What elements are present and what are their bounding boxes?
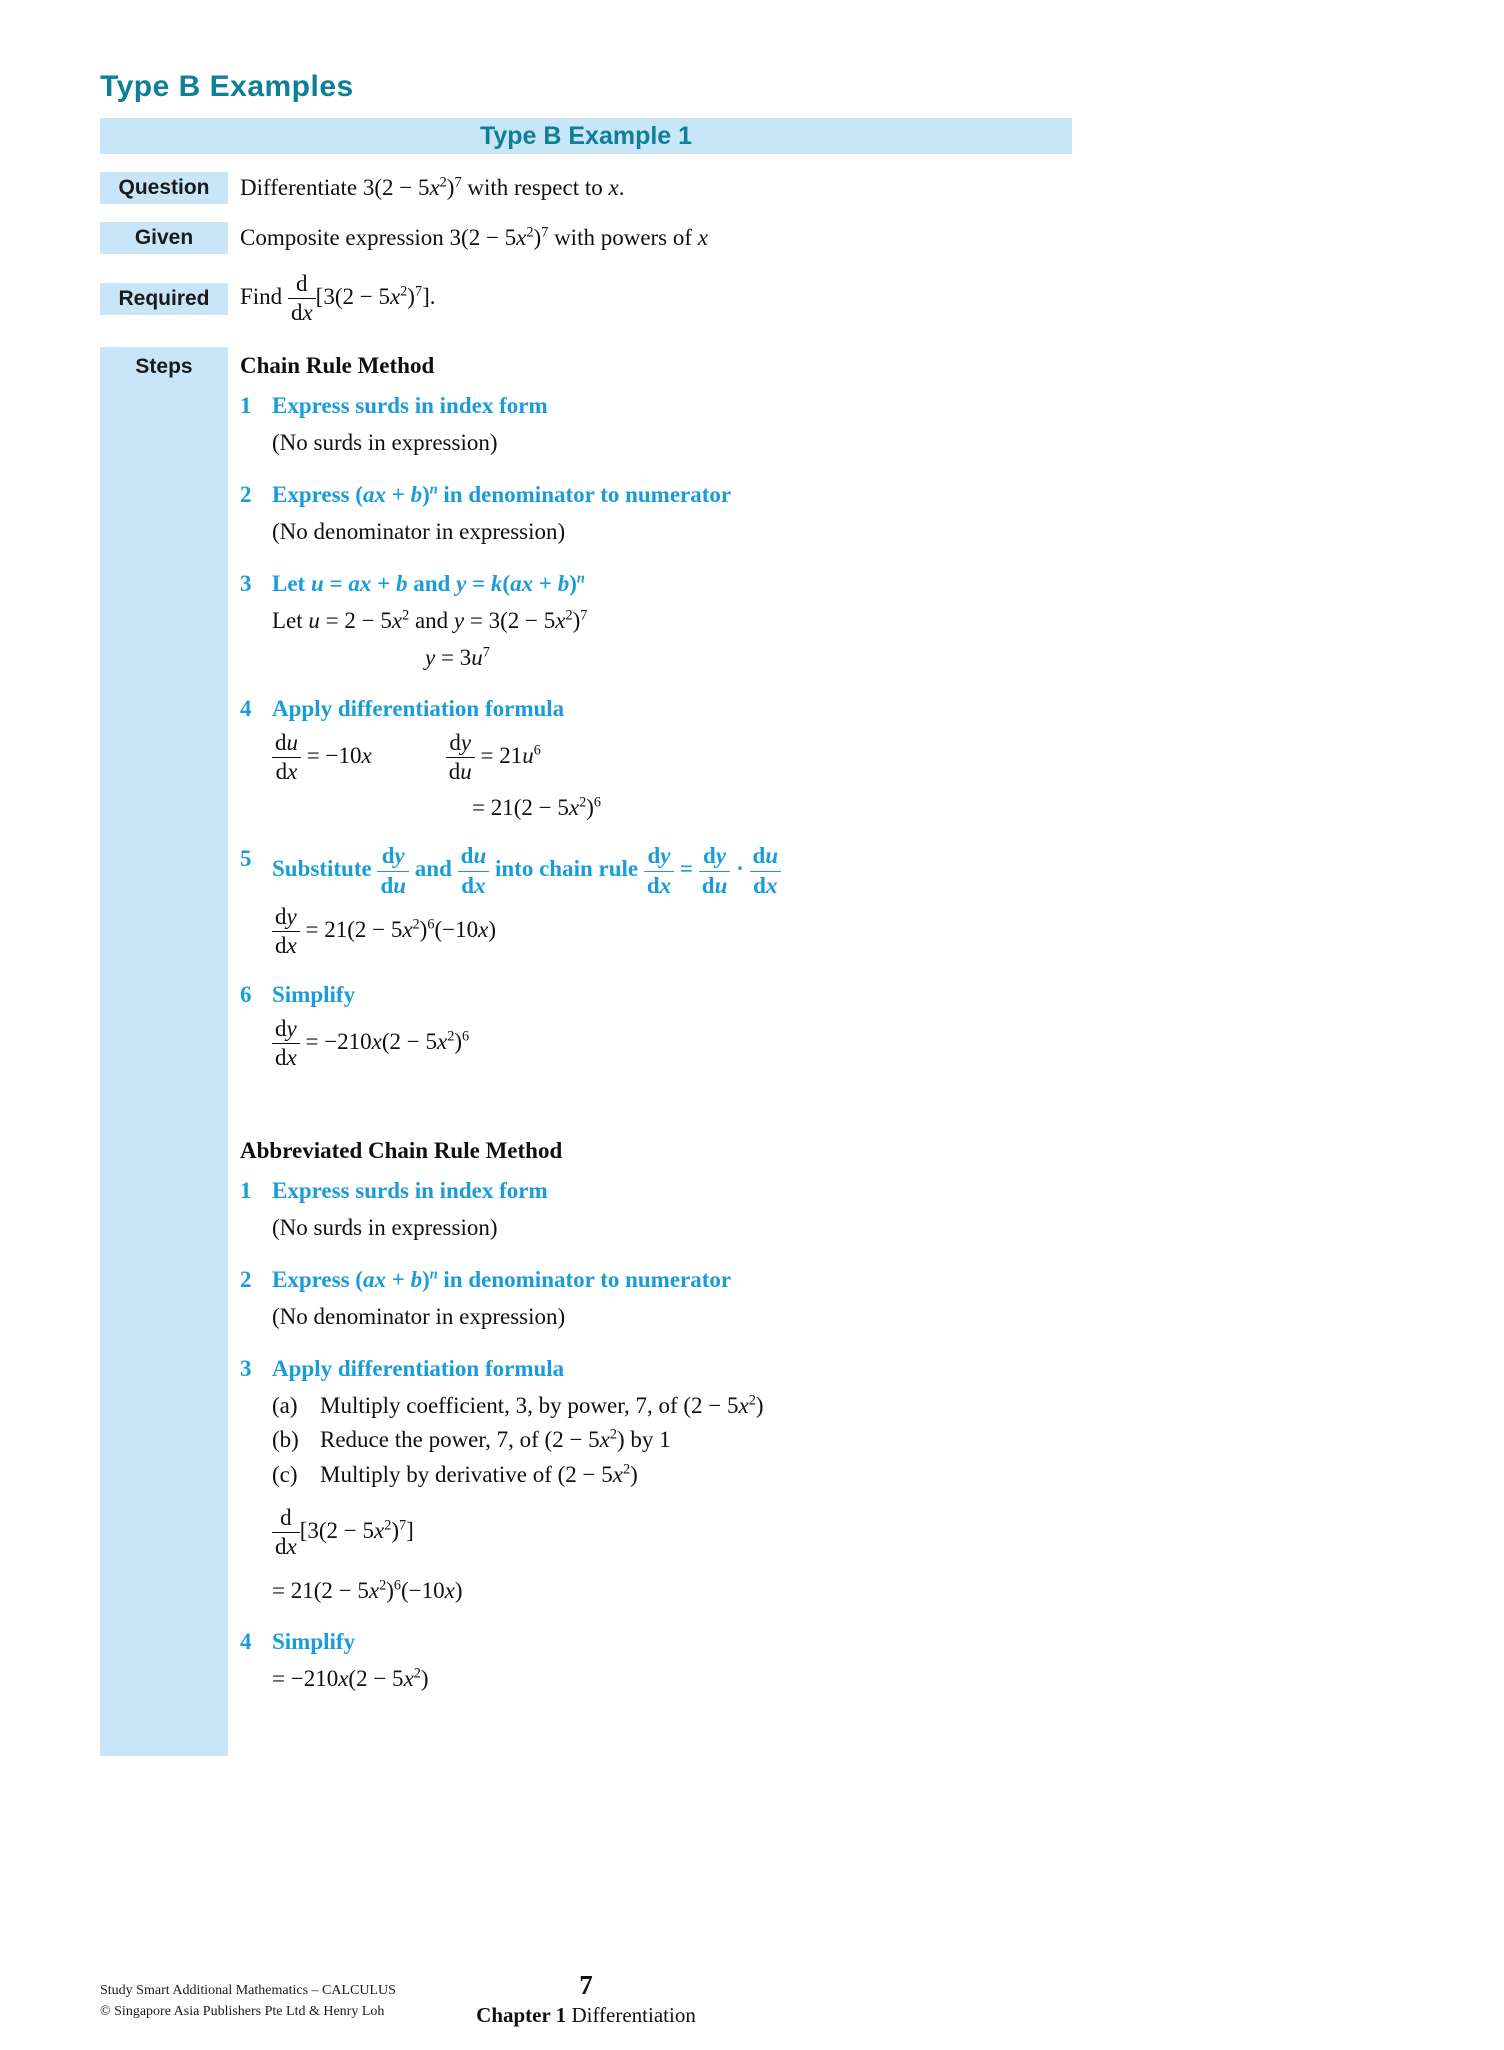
step-title: Simplify [272,982,356,1008]
given-text: Composite expression $3(2 - 5x^2)^7$ with powers of x [240,224,709,251]
abc-item-c [272,1460,1072,1490]
step-body: (No denominator in expression) [272,1303,566,1329]
abbrev-step-4 [240,1627,1072,1694]
step-title: Express surds in index form [272,393,548,419]
chain-step-2 [240,480,1072,547]
step-number: 6 [240,982,252,1008]
abbrev-step-3 [240,1354,1072,1606]
step-number: 2 [240,1266,252,1292]
step-head [240,980,1072,1010]
step-title: Let u = ax + b and y = k(ax + b)$^n$ [272,570,585,596]
imprint [100,1981,396,2022]
step-body: (No denominator in expression) [272,518,566,544]
steps-label: Steps [135,355,193,379]
abc-marker: (c) [272,1462,298,1488]
step-head [240,1265,1072,1295]
given-label: Given [100,222,228,254]
method-gap [240,1092,1072,1132]
step-body: (No surds in expression) [272,430,498,456]
example-banner-title: Type B Example 1 [479,121,693,150]
chain-step-6 [240,980,1072,1070]
derivative-equations [272,731,1072,822]
step-number: 1 [240,393,252,419]
step-number: 4 [240,1629,252,1655]
abc-text: Multiply by derivative of $(2 - 5x^2)$ [320,1461,638,1488]
step-number: 1 [240,1178,252,1204]
abbrev-step-2 [240,1265,1072,1332]
required-row [100,272,1072,325]
step-number: 2 [240,481,252,507]
step-head [240,391,1072,421]
simplified-result: $\frac{dy}{dx}$ = $-210x(2 - 5x^2)^6$ [272,1017,1072,1070]
required-label: Required [100,283,228,315]
abc-marker: (b) [272,1427,299,1453]
step-title: Substitute $\frac{dy}{du}$ and $\frac{du}{dx}$ into chain rule $\frac{dy}{dx}$ = $\frac{dy}{du}$ · $\frac{du}{dx}$ [272,844,1072,897]
steps-section [100,347,1072,1756]
chain-step-1 [240,391,1072,458]
page-footer [100,1952,1072,2028]
derivative-result: = $21(2 - 5x^2)^6(-10x)$ [272,1576,463,1603]
step-number: 4 [240,696,252,722]
imprint-line2: © Singapore Asia Publishers Pte Ltd & Henry Loh [100,2003,385,2019]
step-head [240,1176,1072,1206]
abbrev-method-title: Abbreviated Chain Rule Method [240,1138,563,1164]
page-number-block [476,1970,696,2028]
abc-text: Multiply coefficient, 3, by power, 7, of $(2 - 5x^2)$ [320,1391,764,1418]
step-head [240,1627,1072,1657]
chain-step-5 [240,844,1072,958]
steps-column [100,347,228,1756]
section-title: Type B Examples [100,70,354,103]
step-title: Express (ax + b)$^n$ in denominator to numerator [272,1266,732,1292]
step-title: Express (ax + b)$^n$ in denominator to numerator [272,481,732,507]
chain-method-title: Chain Rule Method [240,353,435,379]
step-body-line2: $y = 3u^7$ [425,643,490,670]
question-text: Differentiate $3(2 - 5x^2)^7$ with respect to x. [240,174,625,201]
question-label: Question [100,172,228,204]
chapter-caption [476,2003,696,2028]
chapter-name: Differentiation [571,2003,696,2027]
chain-step-4 [240,694,1072,822]
step-number: 3 [240,570,252,596]
imprint-line1: Study Smart Additional Mathematics – CALCULUS [100,1983,396,1999]
question-row [100,172,1072,204]
step-title: Apply differentiation formula [272,696,565,722]
step-head [240,480,1072,510]
equation-dy-du: $\frac{dy}{du}$ = $21u^6$ [446,743,541,768]
chapter-label: Chapter 1 [476,2003,567,2027]
step-head [240,1354,1072,1384]
step-number: 5 [240,846,252,872]
steps-content [240,347,1072,1756]
final-result: = $-210x(2 - 5x^2)$ [272,1665,429,1692]
step-title: Express surds in index form [272,1178,548,1204]
abc-list [272,1391,1072,1606]
step-number: 3 [240,1355,252,1381]
abc-item-a [272,1391,1072,1421]
content-column [100,0,1072,1756]
chain-rule-result: $\frac{dy}{dx}$ = $21(2 - 5x^2)^6(-10x)$ [272,905,1072,958]
step-body: (No surds in expression) [272,1214,498,1240]
step-head [240,844,1072,897]
chain-step-3 [240,569,1072,673]
derivative-expression: $\frac{d}{dx}$ $[3(2 - 5x^2)^7]$ [272,1506,1072,1559]
step-head [240,569,1072,599]
step-title: Simplify [272,1629,356,1655]
abc-text: Reduce the power, 7, of $(2 - 5x^2)$ by 1 [320,1426,671,1453]
abbrev-step-1 [240,1176,1072,1243]
example-banner [100,118,1072,154]
required-text: Find $\frac{d}{dx}$ $[3(2 - 5x^2)^7]$. [240,271,436,326]
step-head [240,694,1072,724]
equation-du-dx: $\frac{du}{dx}$ = −10x [272,731,440,784]
step-body: Let $u = 2 - 5x^2$ and $y = 3(2 - 5x^2)^7$ [272,606,588,633]
page-number: 7 [579,1970,593,2000]
equation-expanded: = $21(2 - 5x^2)^6$ [472,793,601,820]
abc-marker: (a) [272,1392,298,1418]
abc-item-b [272,1425,1072,1455]
step-title: Apply differentiation formula [272,1355,565,1381]
given-row [100,222,1072,254]
